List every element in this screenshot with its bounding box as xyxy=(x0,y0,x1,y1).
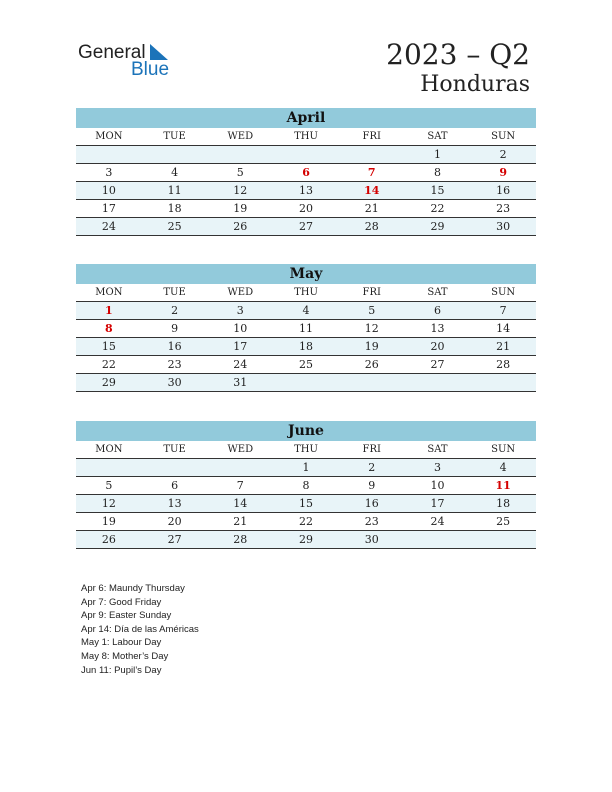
week-row xyxy=(76,218,536,236)
day-cell: 30 xyxy=(364,533,379,546)
day-cell: 14 xyxy=(496,322,511,335)
empty-day-cell xyxy=(273,374,339,391)
brand-logo xyxy=(78,42,188,82)
weekday-label: SUN xyxy=(491,444,516,455)
day-cell: 1 xyxy=(433,148,441,161)
day-cell: 2 xyxy=(499,148,507,161)
day-cell: 23 xyxy=(496,202,511,215)
weekday-label: SUN xyxy=(491,131,516,142)
empty-day-cell xyxy=(339,374,405,391)
day-cell: 29 xyxy=(101,376,116,389)
day-cell: 19 xyxy=(364,340,379,353)
weekday-header-row xyxy=(76,128,536,146)
week-row xyxy=(76,513,536,531)
weekday-label: THU xyxy=(294,131,318,142)
day-cell: 27 xyxy=(167,533,182,546)
week-row xyxy=(76,338,536,356)
day-cell: 16 xyxy=(364,497,379,510)
week-row xyxy=(76,200,536,218)
day-cell: 20 xyxy=(430,340,445,353)
day-cell: 24 xyxy=(430,515,445,528)
day-cell: 12 xyxy=(233,184,248,197)
day-cell: 7 xyxy=(236,479,244,492)
holiday-note: Apr 9: Easter Sunday xyxy=(81,610,172,622)
holiday-notes xyxy=(81,582,199,677)
day-cell: 26 xyxy=(233,220,248,233)
weekday-label: MON xyxy=(95,131,123,142)
holiday-note: May 1: Labour Day xyxy=(81,637,162,649)
day-cell: 3 xyxy=(236,304,244,317)
empty-day-cell xyxy=(339,146,405,163)
day-cell: 26 xyxy=(101,533,116,546)
brand-blue-text: Blue xyxy=(131,59,170,80)
day-cell: 18 xyxy=(496,497,511,510)
month-calendar-april xyxy=(76,108,536,236)
day-cell: 11 xyxy=(167,184,182,197)
day-cell: 12 xyxy=(364,322,379,335)
week-row xyxy=(76,531,536,549)
day-cell: 4 xyxy=(302,304,310,317)
day-cell: 10 xyxy=(233,322,248,335)
week-row xyxy=(76,302,536,320)
brand-general-text: General xyxy=(78,42,146,63)
day-cell: 13 xyxy=(299,184,314,197)
day-cell: 8 xyxy=(105,322,113,335)
day-cell: 29 xyxy=(430,220,445,233)
day-cell: 20 xyxy=(299,202,314,215)
day-cell: 22 xyxy=(101,358,116,371)
day-cell: 5 xyxy=(368,304,376,317)
day-cell: 11 xyxy=(495,479,511,492)
day-cell: 4 xyxy=(499,461,507,474)
day-cell: 8 xyxy=(302,479,310,492)
day-cell: 12 xyxy=(101,497,116,510)
day-cell: 17 xyxy=(430,497,445,510)
empty-day-cell xyxy=(142,146,208,163)
day-cell: 2 xyxy=(171,304,179,317)
day-cell: 25 xyxy=(496,515,511,528)
day-cell: 15 xyxy=(101,340,116,353)
weekday-label: FRI xyxy=(362,131,381,142)
week-row xyxy=(76,356,536,374)
weekday-label: TUE xyxy=(163,131,186,142)
empty-day-cell xyxy=(273,146,339,163)
day-cell: 25 xyxy=(167,220,182,233)
empty-day-cell xyxy=(76,146,142,163)
weekday-label: TUE xyxy=(163,444,186,455)
day-cell: 18 xyxy=(167,202,182,215)
day-cell: 24 xyxy=(101,220,116,233)
empty-day-cell xyxy=(207,459,273,476)
empty-day-cell xyxy=(405,531,471,548)
day-cell: 9 xyxy=(499,166,507,179)
week-row xyxy=(76,495,536,513)
page-title: 2023 – Q2 xyxy=(386,38,530,71)
weekday-label: TUE xyxy=(163,287,186,298)
day-cell: 27 xyxy=(299,220,314,233)
holiday-note: Apr 6: Maundy Thursday xyxy=(81,583,185,594)
day-cell: 25 xyxy=(299,358,314,371)
holiday-note: Apr 7: Good Friday xyxy=(81,596,162,608)
day-cell: 23 xyxy=(167,358,182,371)
day-cell: 6 xyxy=(302,166,310,179)
day-cell: 11 xyxy=(299,322,314,335)
week-row xyxy=(76,477,536,495)
month-title: June xyxy=(76,421,536,441)
day-cell: 9 xyxy=(171,322,179,335)
day-cell: 28 xyxy=(496,358,511,371)
weekday-label: SAT xyxy=(427,131,448,142)
weekday-label: THU xyxy=(294,287,318,298)
day-cell: 19 xyxy=(233,202,248,215)
day-cell: 31 xyxy=(233,376,248,389)
weekday-label: MON xyxy=(95,444,123,455)
day-cell: 13 xyxy=(430,322,445,335)
day-cell: 10 xyxy=(430,479,445,492)
day-cell: 28 xyxy=(233,533,248,546)
day-cell: 20 xyxy=(167,515,182,528)
day-cell: 18 xyxy=(299,340,314,353)
day-cell: 26 xyxy=(364,358,379,371)
holiday-note: Jun 11: Pupil’s Day xyxy=(81,664,162,676)
holiday-note: Apr 14: Día de las Américas xyxy=(81,623,199,635)
weekday-label: THU xyxy=(294,444,318,455)
day-cell: 2 xyxy=(368,461,376,474)
day-cell: 13 xyxy=(167,497,182,510)
weekday-header-row xyxy=(76,441,536,459)
day-cell: 1 xyxy=(302,461,310,474)
weekday-label: SUN xyxy=(491,287,516,298)
day-cell: 29 xyxy=(299,533,314,546)
day-cell: 28 xyxy=(364,220,379,233)
day-cell: 6 xyxy=(433,304,441,317)
empty-day-cell xyxy=(470,531,536,548)
day-cell: 16 xyxy=(496,184,511,197)
weekday-label: WED xyxy=(227,287,254,298)
day-cell: 27 xyxy=(430,358,445,371)
day-cell: 7 xyxy=(367,166,376,179)
day-cell: 15 xyxy=(430,184,445,197)
country-name: Honduras xyxy=(420,72,530,97)
weekday-header-row xyxy=(76,284,536,302)
weekday-label: SAT xyxy=(427,287,448,298)
month-calendar-june xyxy=(76,421,536,549)
day-cell: 3 xyxy=(105,166,113,179)
week-row xyxy=(76,146,536,164)
day-cell: 22 xyxy=(299,515,314,528)
day-cell: 21 xyxy=(233,515,248,528)
week-row xyxy=(76,164,536,182)
day-cell: 8 xyxy=(433,166,441,179)
day-cell: 30 xyxy=(496,220,511,233)
day-cell: 7 xyxy=(499,304,507,317)
day-cell: 3 xyxy=(433,461,441,474)
day-cell: 14 xyxy=(364,184,380,197)
week-row xyxy=(76,320,536,338)
day-cell: 10 xyxy=(101,184,116,197)
weekday-label: FRI xyxy=(362,287,381,298)
empty-day-cell xyxy=(142,459,208,476)
day-cell: 9 xyxy=(368,479,376,492)
week-row xyxy=(76,182,536,200)
day-cell: 17 xyxy=(233,340,248,353)
weekday-label: WED xyxy=(227,444,254,455)
day-cell: 17 xyxy=(101,202,116,215)
day-cell: 23 xyxy=(364,515,379,528)
holiday-note: May 8: Mother’s Day xyxy=(81,650,169,662)
day-cell: 6 xyxy=(171,479,179,492)
day-cell: 14 xyxy=(233,497,248,510)
empty-day-cell xyxy=(207,146,273,163)
day-cell: 22 xyxy=(430,202,445,215)
weekday-label: MON xyxy=(95,287,123,298)
day-cell: 19 xyxy=(101,515,116,528)
empty-day-cell xyxy=(405,374,471,391)
empty-day-cell xyxy=(76,459,142,476)
day-cell: 24 xyxy=(233,358,248,371)
day-cell: 1 xyxy=(105,304,113,317)
day-cell: 16 xyxy=(167,340,182,353)
empty-day-cell xyxy=(470,374,536,391)
day-cell: 21 xyxy=(364,202,379,215)
day-cell: 21 xyxy=(496,340,511,353)
day-cell: 30 xyxy=(167,376,182,389)
weekday-label: SAT xyxy=(427,444,448,455)
week-row xyxy=(76,459,536,477)
weekday-label: FRI xyxy=(362,444,381,455)
week-row xyxy=(76,374,536,392)
day-cell: 15 xyxy=(299,497,314,510)
day-cell: 5 xyxy=(236,166,244,179)
day-cell: 4 xyxy=(171,166,179,179)
weekday-label: WED xyxy=(227,131,254,142)
month-title: April xyxy=(76,108,536,128)
month-calendar-may xyxy=(76,264,536,392)
day-cell: 5 xyxy=(105,479,113,492)
month-title: May xyxy=(76,264,536,284)
